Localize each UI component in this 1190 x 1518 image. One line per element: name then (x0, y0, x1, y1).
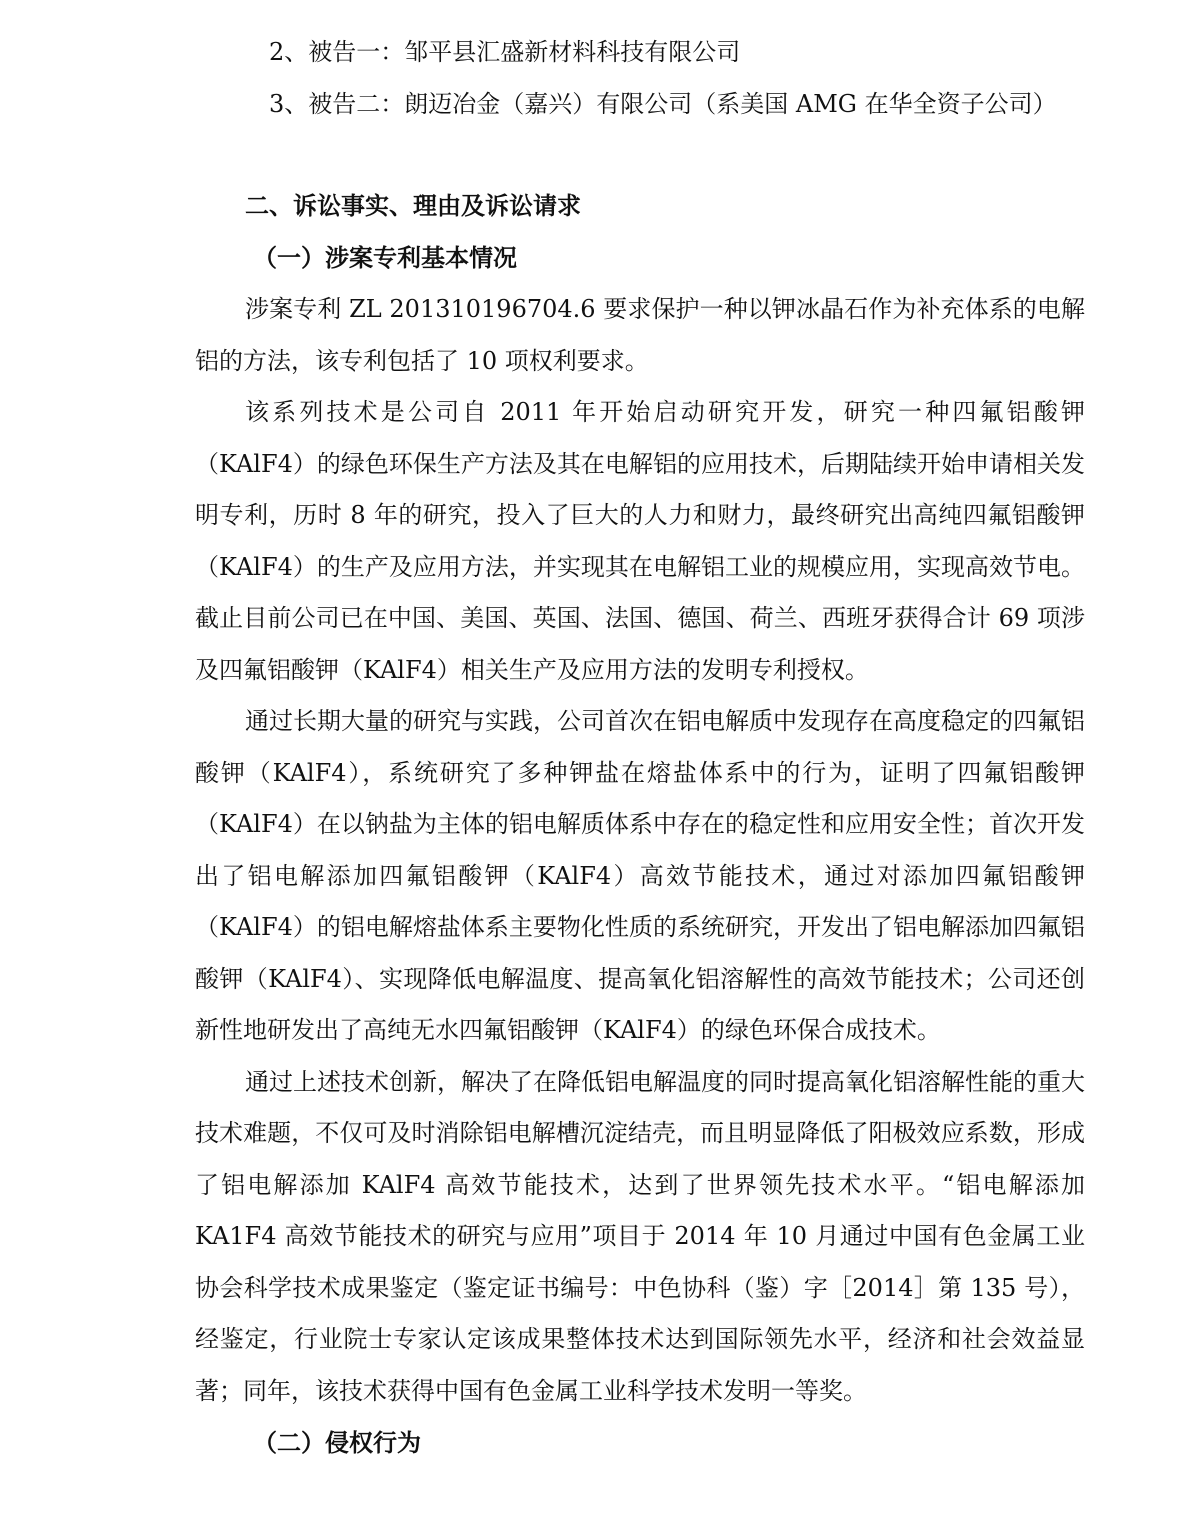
subsection-1-title: （一）涉案专利基本情况 (253, 243, 517, 272)
defendant-1-line: 2、被告一：邹平县汇盛新材料科技有限公司 (269, 38, 741, 66)
section-title: 二、诉讼事实、理由及诉讼请求 (245, 191, 581, 220)
subsection-2-title: （二）侵权行为 (253, 1428, 421, 1457)
paragraph-patent-scope: 涉案专利 ZL 201310196704.6 要求保护一种以钾冰晶石作为补充体系的电解铝的方法，该专利包括了 10 项权利要求。 (195, 295, 1085, 375)
document-page (195, 26, 1085, 1469)
paragraph-research-history: 该系列技术是公司自 2011 年开始启动研究开发，研究一种四氟铝酸钾（KAlF4）的绿色环保生产方法及其在电解铝的应用技术，后期陆续开始申请相关发明专利，历时 8 年的研究，投入了巨大的人力和财力，最终研究出高纯四氟铝酸钾（KAlF4）的生产及应用方法，并实现其在电解铝工业的规模应用，实现高效节电。截止目前公司已在中国、美国、英国、法国、德国、荷兰、西班牙获得合计 69 项涉及四氟铝酸钾（KAlF4）相关生产及应用方法的发明专利授权。 (195, 398, 1085, 684)
paragraph-technical-achievement: 通过上述技术创新，解决了在降低铝电解温度的同时提高氧化铝溶解性能的重大技术难题，不仅可及时消除铝电解槽沉淀结壳，而且明显降低了阳极效应系数，形成了铝电解添加 KAlF4 高效节能技术，达到了世界领先技术水平。“铝电解添加 KA1F4 高效节能技术的研究与应用”项目于 2014 年 10 月通过中国有色金属工业协会科学技术成果鉴定（鉴定证书编号：中色协科（鉴）字［2014］第 135 号），经鉴定，行业院士专家认定该成果整体技术达到国际领先水平，经济和社会效益显著；同年，该技术获得中国有色金属工业科学技术发明一等奖。 (195, 1067, 1085, 1405)
paragraph-research-findings: 通过长期大量的研究与实践，公司首次在铝电解质中发现存在高度稳定的四氟铝酸钾（KAlF4），系统研究了多种钾盐在熔盐体系中的行为，证明了四氟铝酸钾（KAlF4）在以钠盐为主体的铝电解质体系中存在的稳定性和应用安全性；首次开发出了铝电解添加四氟铝酸钾（KAlF4）高效节能技术，通过对添加四氟铝酸钾（KAlF4）的铝电解熔盐体系主要物化性质的系统研究，开发出了铝电解添加四氟铝酸钾（KAlF4）、实现降低电解温度、提高氧化铝溶解性的高效节能技术；公司还创新性地研发出了高纯无水四氟铝酸钾（KAlF4）的绿色环保合成技术。 (195, 707, 1085, 1044)
spacer (195, 130, 1085, 180)
defendant-2-line: 3、被告二：朗迈冶金（嘉兴）有限公司（系美国 AMG 在华全资子公司） (269, 90, 1057, 118)
